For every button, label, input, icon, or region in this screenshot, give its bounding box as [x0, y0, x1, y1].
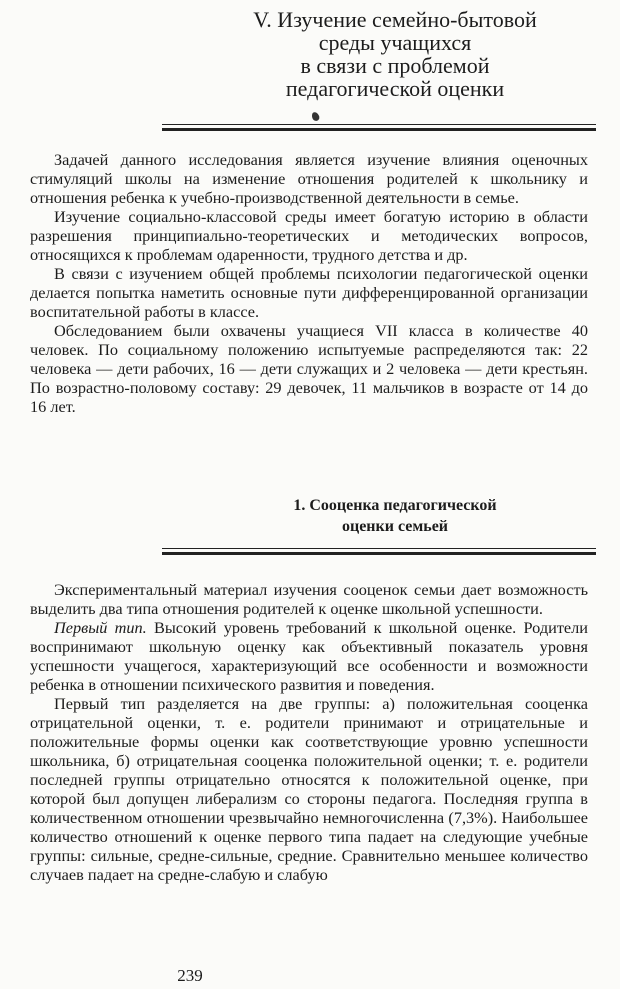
section-title-line: 1. Сооценка педагогической	[293, 497, 497, 514]
paragraph-text: Высокий уровень требований к школьной оценке. Родители воспринимают школьную оценку как объективный показатель уровня успешности учащегося, характеризующий все особенности и возможности ребенка в отношении психического развития и поведения.	[30, 618, 588, 694]
chapter-title	[250, 8, 540, 100]
chapter-title-line: среды учащихся	[318, 30, 472, 55]
type-label: Первый тип.	[54, 618, 147, 637]
chapter-rule-thick	[162, 128, 596, 131]
section-title-line: оценки семьей	[341, 518, 449, 535]
section-rule-thin	[162, 548, 596, 549]
section-rule-thick	[162, 552, 596, 555]
chapter-rule-thin	[162, 124, 596, 125]
paragraph: Изучение социально-классовой среды имеет богатую историю в области разрешения принципиально-теоретических и методических вопросов, относящихся к проблемам одаренности, трудного детства и др.	[30, 207, 588, 264]
section-text	[30, 580, 588, 884]
paragraph: Экспериментальный материал изучения сооценок семьи дает возможность выделить два типа отношения родителей к оценке школьной успешности.	[30, 580, 588, 618]
chapter-title-line: V. Изучение семейно-бытовой	[253, 7, 537, 32]
page-number: 239	[177, 966, 203, 985]
paragraph: Первый тип разделяется на две группы: а) положительная сооценка отрицательной оценки, т. е. родители принимают и отрицательные и положительные формы оценки как соответствующие уровню успешности школьника, б) отрицательная сооценка положительной оценки; т. е. родители последней группы отрицательно относятся к положительной оценке, при которой был допущен либерализм со стороны педагога. Последняя группа в количественном отношении чрезвычайно немногочисленна (7,3%). Наибольшее количество отношений к оценке первого типа падает на следующие учебные группы: сильные, средне-сильные, средние. Сравнительно меньшее количество случаев падает на средне-слабую и слабую	[30, 694, 588, 884]
chapter-title-line: педагогической оценки	[285, 76, 505, 101]
intro-text	[30, 150, 588, 416]
chapter-title-line: в связи с проблемой	[300, 53, 490, 78]
ornament-mark	[310, 111, 320, 122]
section-title	[250, 495, 540, 537]
paragraph	[30, 618, 588, 694]
paragraph: Обследованием были охвачены учащиеся VII класса в количестве 40 человек. По социальному положению испытуемые распределяются так: 22 человека — дети рабочих, 16 — дети служащих и 2 человека — дети крестьян. По возрастно-половому составу: 29 девочек, 11 мальчиков в возрасте от 14 до 16 лет.	[30, 321, 588, 416]
paragraph: Задачей данного исследования является изучение влияния оценочных стимуляций школы на изменение отношения родителей к школьнику и отношения ребенка к учебно-производственной деятельности в семье.	[30, 150, 588, 207]
paragraph: В связи с изучением общей проблемы психологии педагогической оценки делается попытка наметить основные пути дифференцированной организации воспитательной работы в классе.	[30, 264, 588, 321]
